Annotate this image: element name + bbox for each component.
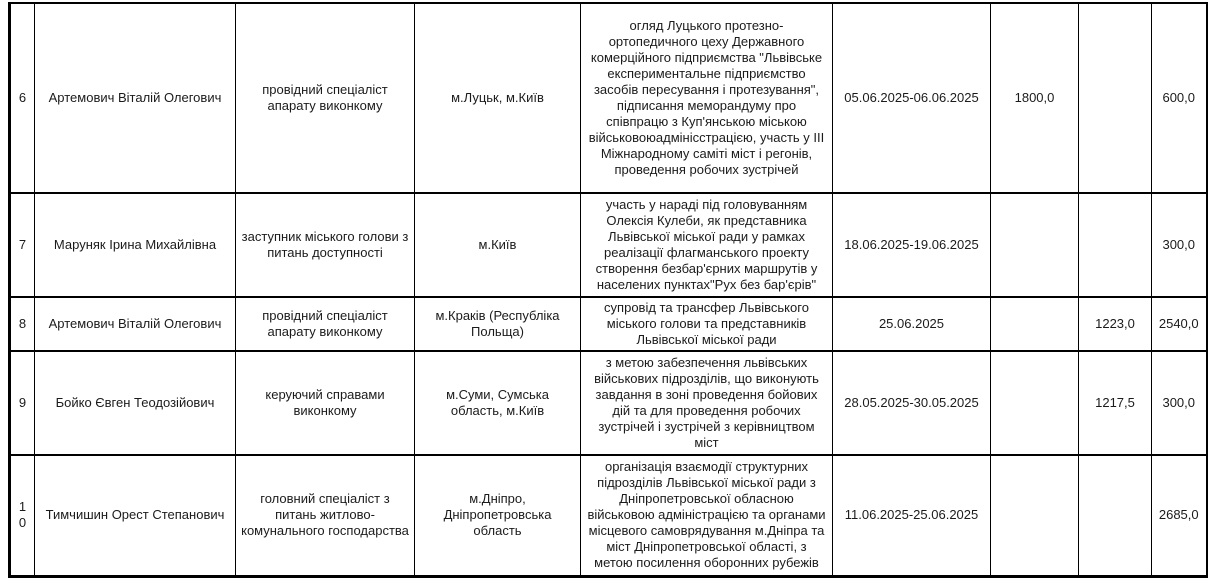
table-row bbox=[10, 297, 1207, 351]
name-cell: Тимчишин Орест Степанович bbox=[35, 455, 236, 576]
purpose-cell: огляд Луцького протезно-ортопедичного цеху Державного комерційного підприємства "Львівське експериментальне підприємство засобів пересування і протезування", підписання меморандуму про співпрацю з Куп'янською міською військовоюадмінісстрацією, участь у ІІІ Міжнародному саміті міст і регонів, проведення робочих зустрічей bbox=[581, 3, 833, 193]
amount-3-cell: 300,0 bbox=[1152, 351, 1207, 455]
amount-1-cell: 1800,0 bbox=[991, 3, 1079, 193]
table-row bbox=[10, 193, 1207, 297]
purpose-cell: організація взаємодії структурних підрозділів Львівської міської ради з Дніпропетровської обласною військовою адміністрацією та органами місцевого самоврядування м.Дніпра та міст Дніпропетровської області, з метою посилення оборонних рубежів bbox=[581, 455, 833, 576]
name-cell: Артемович Віталій Олегович bbox=[35, 297, 236, 351]
amount-3-cell: 2540,0 bbox=[1152, 297, 1207, 351]
row-number-cell: 7 bbox=[10, 193, 35, 297]
amount-1-cell bbox=[991, 455, 1079, 576]
position-cell: провідний спеціаліст апарату виконкому bbox=[236, 3, 415, 193]
row-number-cell: 9 bbox=[10, 351, 35, 455]
destination-cell: м.Краків (Республіка Польща) bbox=[415, 297, 581, 351]
table-row bbox=[10, 455, 1207, 576]
destination-cell: м.Суми, Сумська область, м.Київ bbox=[415, 351, 581, 455]
position-cell: заступник міського голови з питань доступності bbox=[236, 193, 415, 297]
row-number-cell: 10 bbox=[10, 455, 35, 576]
amount-3-cell: 600,0 bbox=[1152, 3, 1207, 193]
purpose-cell: участь у нараді під головуванням Олексія Кулеби, як представника Львівської міської ради у рамках реалізації флагманського проекту створення безбар'єрних маршрутів у населених пунктах"Рух без бар'єрів" bbox=[581, 193, 833, 297]
business-trips-table bbox=[8, 2, 1208, 578]
position-cell: керуючий справами виконкому bbox=[236, 351, 415, 455]
row-number-cell: 6 bbox=[10, 3, 35, 193]
amount-2-cell bbox=[1079, 455, 1152, 576]
dates-cell: 18.06.2025-19.06.2025 bbox=[833, 193, 991, 297]
position-cell: головний спеціаліст з питань житлово-комунального господарства bbox=[236, 455, 415, 576]
dates-cell: 28.05.2025-30.05.2025 bbox=[833, 351, 991, 455]
dates-cell: 11.06.2025-25.06.2025 bbox=[833, 455, 991, 576]
dates-cell: 05.06.2025-06.06.2025 bbox=[833, 3, 991, 193]
amount-2-cell bbox=[1079, 193, 1152, 297]
destination-cell: м.Луцьк, м.Київ bbox=[415, 3, 581, 193]
amount-1-cell bbox=[991, 297, 1079, 351]
position-cell: провідний спеціаліст апарату виконкому bbox=[236, 297, 415, 351]
name-cell: Маруняк Ірина Михайлівна bbox=[35, 193, 236, 297]
name-cell: Артемович Віталій Олегович bbox=[35, 3, 236, 193]
purpose-cell: супровід та трансфер Львівського міського голови та представників Львівської міської ради bbox=[581, 297, 833, 351]
amount-2-cell bbox=[1079, 3, 1152, 193]
purpose-cell: з метою забезпечення львівських військових підрозділів, що виконують завдання в зоні проведення бойових дій та для проведення робочих зустрічей і зустрічей з керівництвом міст bbox=[581, 351, 833, 455]
amount-3-cell: 2685,0 bbox=[1152, 455, 1207, 576]
amount-2-cell: 1217,5 bbox=[1079, 351, 1152, 455]
destination-cell: м.Дніпро, Дніпропетровська область bbox=[415, 455, 581, 576]
dates-cell: 25.06.2025 bbox=[833, 297, 991, 351]
destination-cell: м.Київ bbox=[415, 193, 581, 297]
row-number-cell: 8 bbox=[10, 297, 35, 351]
table-row bbox=[10, 351, 1207, 455]
amount-2-cell: 1223,0 bbox=[1079, 297, 1152, 351]
amount-3-cell: 300,0 bbox=[1152, 193, 1207, 297]
name-cell: Бойко Євген Теодозійович bbox=[35, 351, 236, 455]
table-row bbox=[10, 3, 1207, 193]
amount-1-cell bbox=[991, 193, 1079, 297]
amount-1-cell bbox=[991, 351, 1079, 455]
